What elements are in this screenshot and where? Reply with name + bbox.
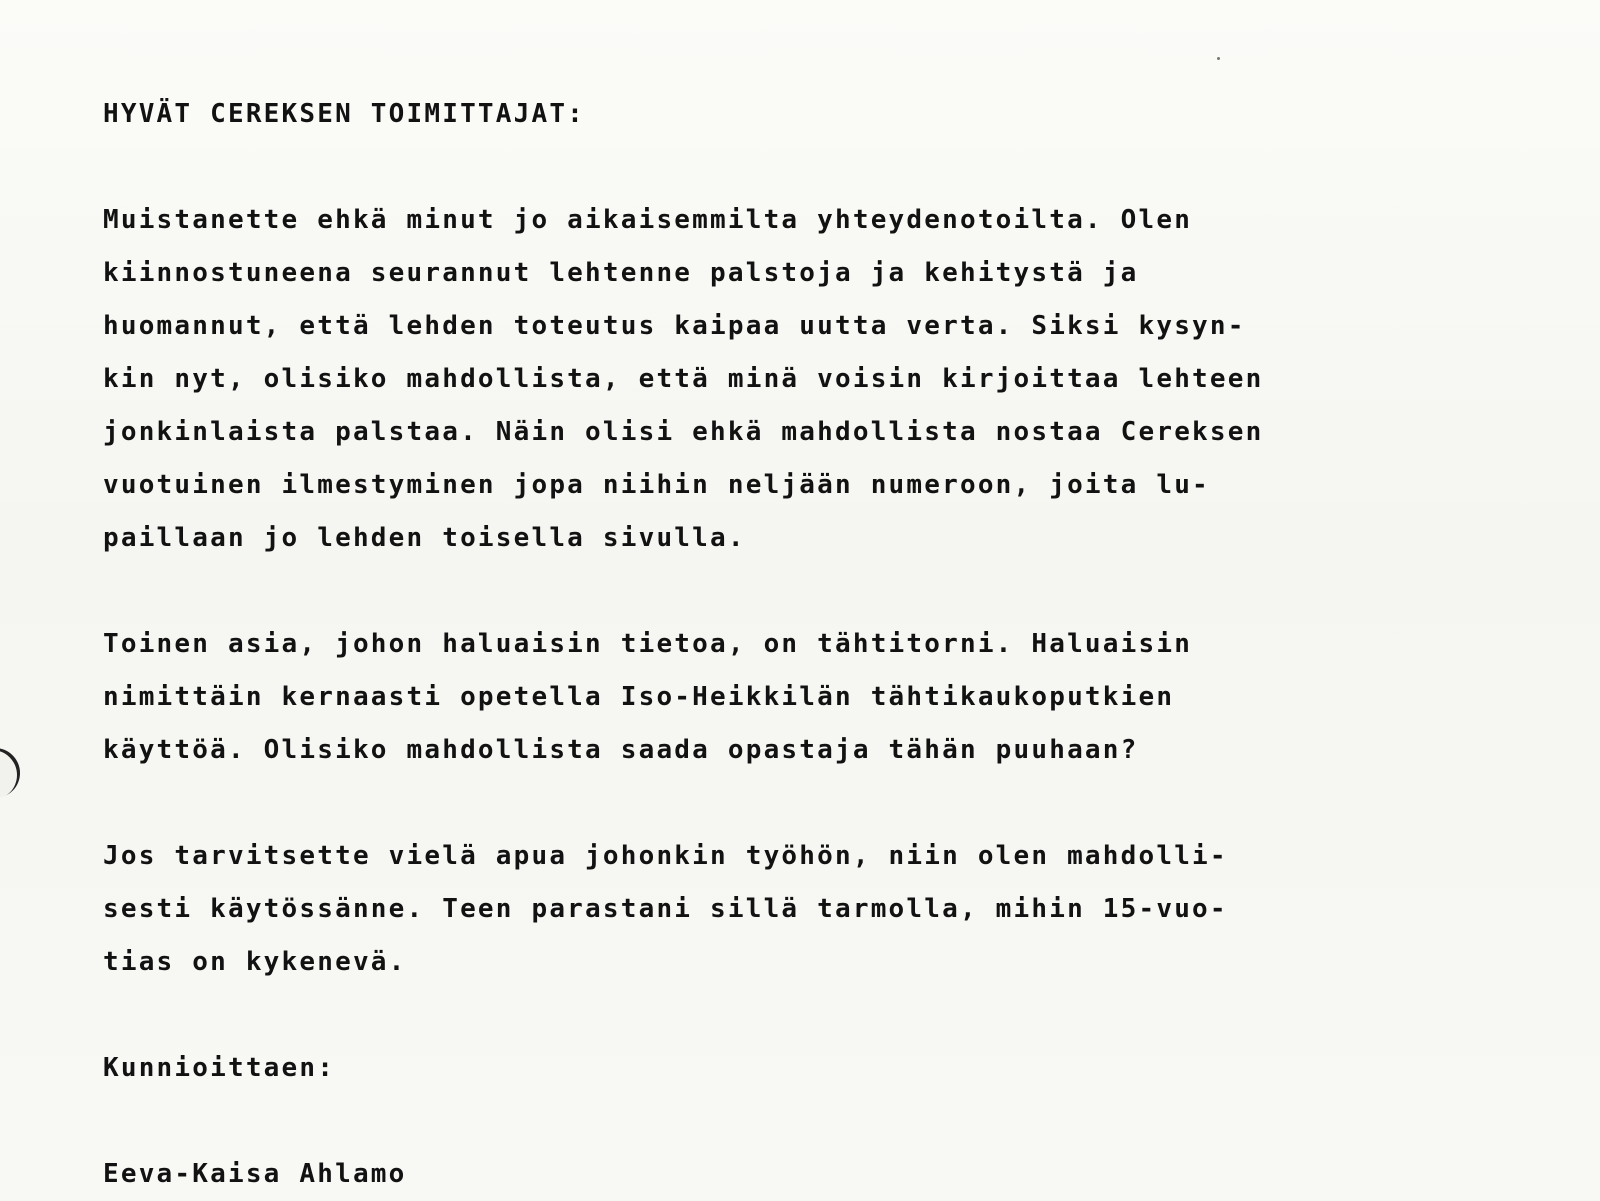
text-line: paillaan jo lehden toisella sivulla. (103, 523, 746, 553)
paragraph-1 (103, 194, 1523, 565)
text-line: sesti käytössänne. Teen parastani sillä tarmolla, mihin 15-vuo- (103, 894, 1228, 924)
text-line: Jos tarvitsette vielä apua johonkin työhön, niin olen mahdolli- (103, 841, 1228, 871)
closing-spacing (103, 1095, 1523, 1148)
text-line: nimittäin kernaasti opetella Iso-Heikkilän tähtikaukoputkien (103, 682, 1175, 712)
paragraph-spacing (103, 777, 1523, 830)
paper-speck (1217, 57, 1220, 60)
paragraph-spacing (103, 989, 1523, 1042)
text-line: jonkinlaista palstaa. Näin olisi ehkä mahdollista nostaa Cereksen (103, 417, 1264, 447)
closing: Kunnioittaen: (103, 1053, 336, 1083)
paragraph-3 (103, 830, 1523, 989)
punch-hole (0, 748, 20, 798)
text-line: kin nyt, olisiko mahdollista, että minä voisin kirjoittaa lehteen (103, 364, 1264, 394)
letter-heading: HYVÄT CEREKSEN TOIMITTAJAT: (103, 99, 586, 129)
text-line: käyttöä. Olisiko mahdollista saada opastaja tähän puuhaan? (103, 735, 1139, 765)
letter-body (103, 88, 1523, 1201)
paragraph-spacing (103, 565, 1523, 618)
text-line: Toinen asia, johon haluaisin tietoa, on tähtitorni. Haluaisin (103, 629, 1193, 659)
text-line: huomannut, että lehden toteutus kaipaa uutta verta. Siksi kysyn- (103, 311, 1246, 341)
text-line: Muistanette ehkä minut jo aikaisemmilta yhteydenotoilta. Olen (103, 205, 1193, 235)
text-line: vuotuinen ilmestyminen jopa niihin neljään numeroon, joita lu- (103, 470, 1210, 500)
signature-name: Eeva-Kaisa Ahlamo (103, 1159, 407, 1189)
text-line: kiinnostuneena seurannut lehtenne palstoja ja kehitystä ja (103, 258, 1139, 288)
paragraph-2 (103, 618, 1523, 777)
paragraph-spacing (103, 141, 1523, 194)
text-line: tias on kykenevä. (103, 947, 407, 977)
